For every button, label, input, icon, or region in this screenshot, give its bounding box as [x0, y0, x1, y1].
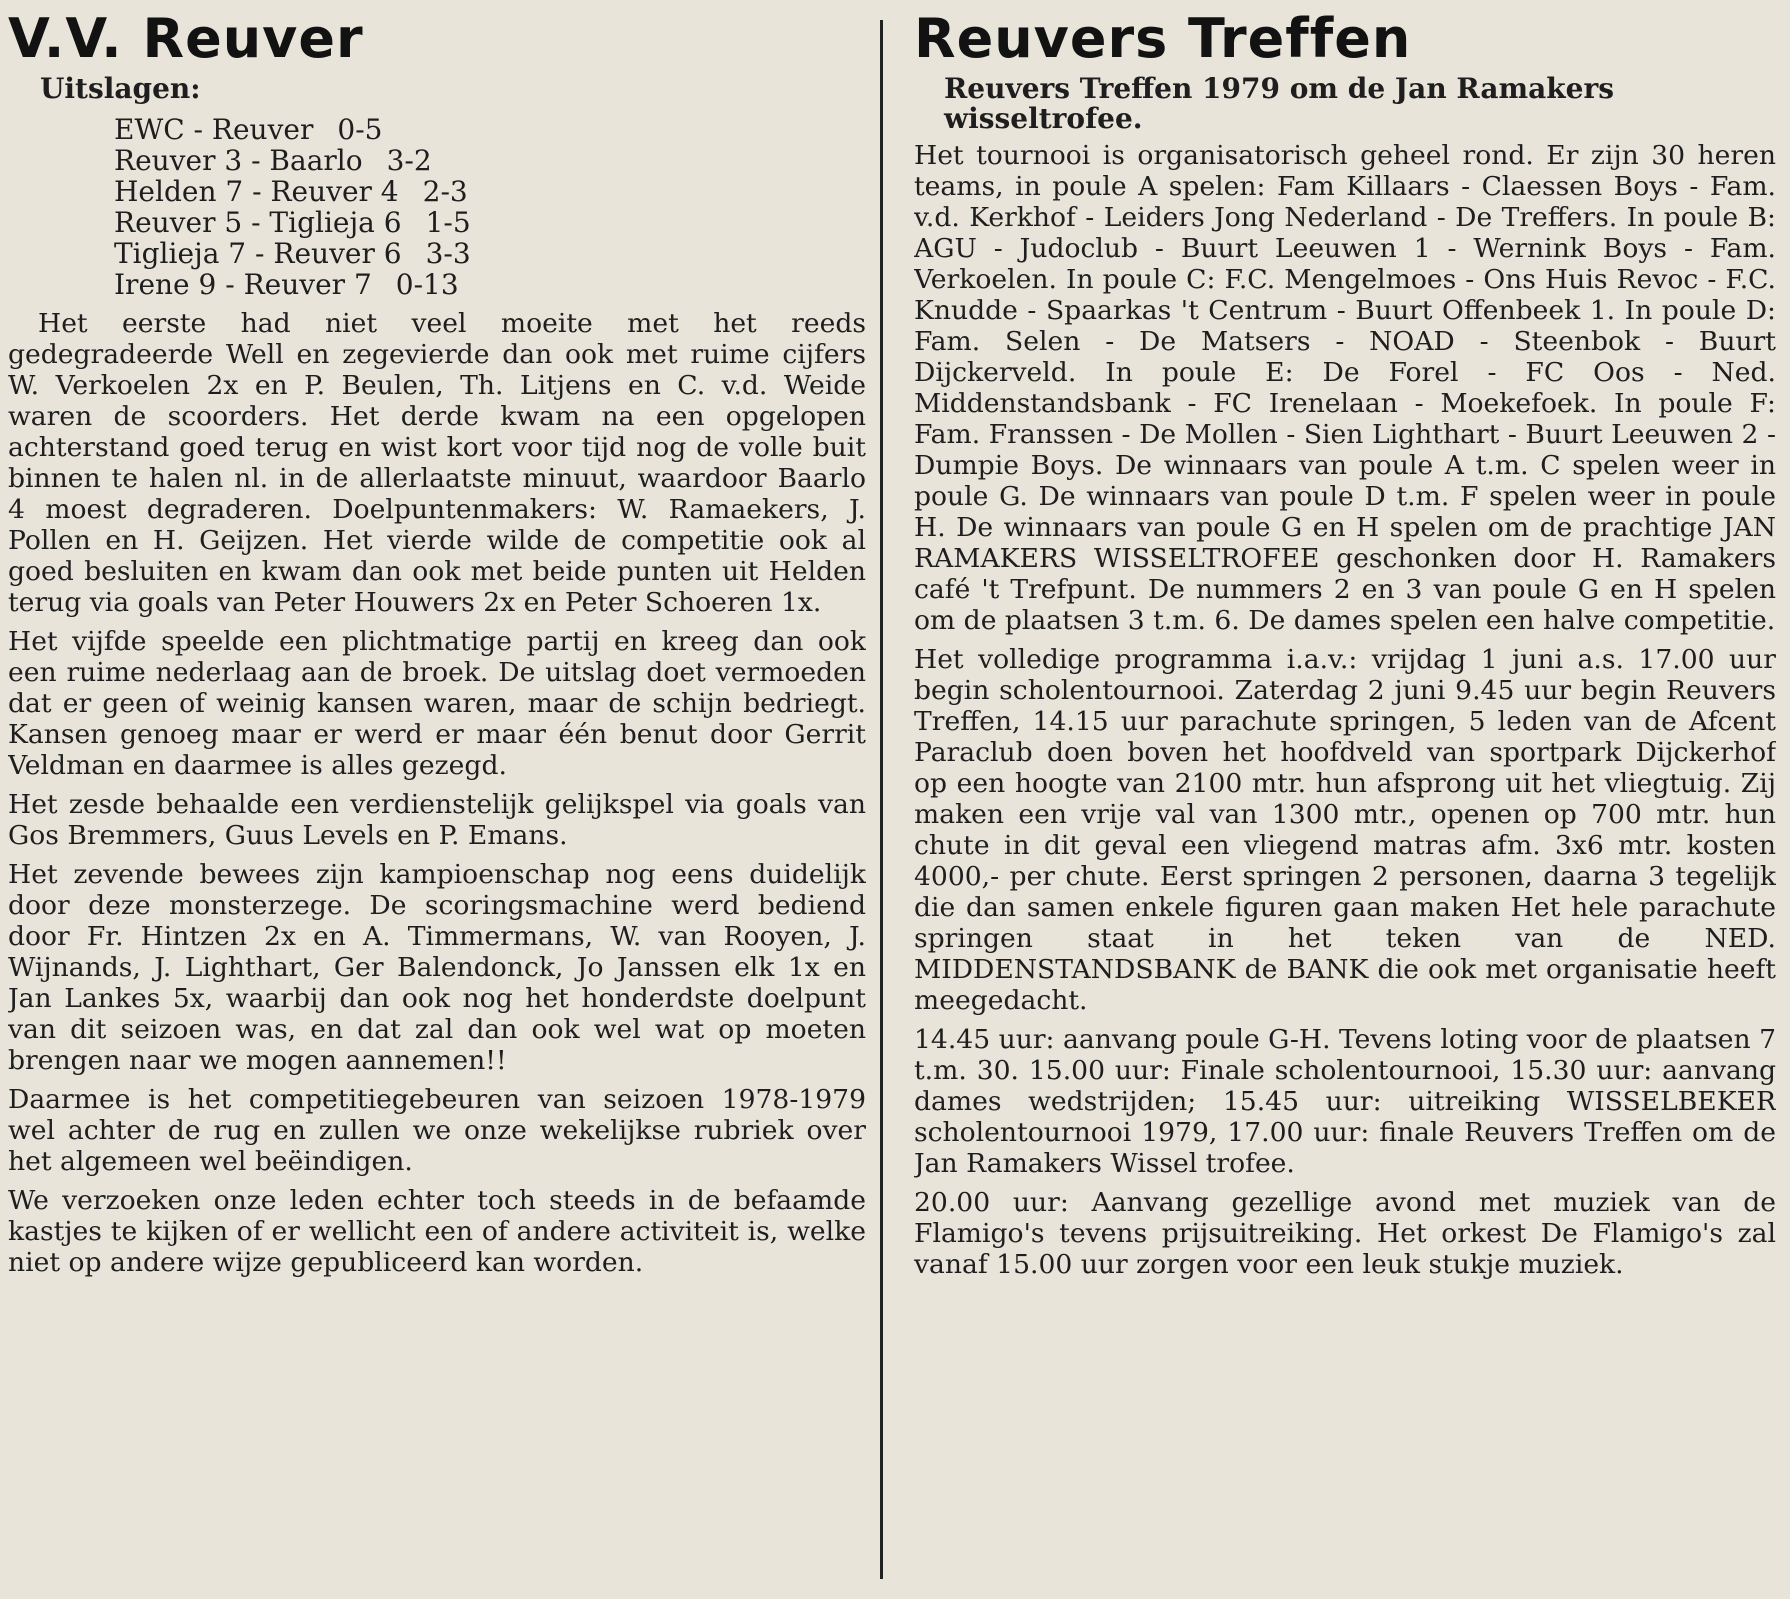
result-score: 0-5 [337, 113, 383, 146]
result-row [114, 176, 866, 207]
column-divider [880, 20, 883, 1579]
right-subtitle: Reuvers Treffen 1979 om de Jan Ramakers wisseltrofee. [944, 72, 1614, 135]
right-paragraph-4: 20.00 uur: Aanvang gezellige avond met muziek van de Flamigo's tevens prijsuitreiking. Het orkest De Flamigo's zal vanaf 15.00 uur zorgen voor een leuk stukje muziek. [914, 1187, 1776, 1280]
result-row [114, 238, 866, 269]
result-score: 0-13 [395, 268, 459, 301]
result-row [114, 269, 866, 300]
left-paragraph-5: Daarmee is het competitiegebeuren van seizoen 1978-1979 wel achter de rug en zullen we onze wekelijkse rubriek over het algemeen wel beëindigen. [8, 1084, 866, 1177]
result-match: Reuver 3 - Baarlo [114, 144, 363, 177]
left-paragraph-4: Het zevende bewees zijn kampioenschap nog eens duidelijk door deze monsterzege. De scoringsmachine werd bediend door Fr. Hintzen 2x en A. Timmermans, W. van Rooyen, J. Wijnands, J. Lighthart, Ger Balendonck, Jo Janssen elk 1x en Jan Lankes 5x, waarbij dan ook nog het honderdste doelpunt van dit seizoen was, en dat zal dan ook wel wat op moeten brengen naar we mogen aannemen!! [8, 859, 866, 1076]
right-paragraph-2: Het volledige programma i.a.v.: vrijdag 1 juni a.s. 17.00 uur begin scholentournooi. Zaterdag 2 juni 9.45 uur begin Reuvers Treffen, 14.15 uur parachute springen, 5 leden van de Afcent Paraclub doen boven het hoofdveld van sportpark Dijckerhof op een hoogte van 2100 mtr. hun afsprong uit het vliegtuig. Zij maken een vrije val van 1300 mtr., openen op 700 mtr. hun chute in dit geval een vliegend matras afm. 3x6 mtr. kosten 4000,- per chute. Eerst springen 2 personen, daarna 3 tegelijk die dan samen enkele figuren gaan maken Het hele parachute springen staat in het teken van de NED. MIDDENSTANDSBANK de BANK die ook met organisatie heeft meegedacht. [914, 644, 1776, 1016]
reuvers-treffen-column [914, 0, 1776, 1599]
result-row [114, 114, 866, 145]
result-score: 3-2 [386, 144, 432, 177]
result-match: EWC - Reuver [114, 113, 314, 146]
left-title: V.V. Reuver [8, 7, 364, 70]
right-paragraph-3: 14.45 uur: aanvang poule G-H. Tevens loting voor de plaatsen 7 t.m. 30. 15.00 uur: Finale scholentournooi, 15.30 uur: aanvang dames wedstrijden; 15.45 uur: uitreiking WISSELBEKER scholentournooi 1979, 17.00 uur: finale Reuvers Treffen om de Jan Ramakers Wissel trofee. [914, 1024, 1776, 1179]
right-title: Reuvers Treffen [914, 7, 1412, 70]
result-match: Irene 9 - Reuver 7 [114, 268, 372, 301]
results-heading: Uitslagen: [40, 72, 201, 105]
result-match: Tiglieja 7 - Reuver 6 [114, 237, 402, 270]
results-list [114, 114, 866, 300]
left-paragraph-1: Het eerste had niet veel moeite met het reeds gedegradeerde Well en zegevierde dan ook met ruime cijfers W. Verkoelen 2x en P. Beulen, Th. Litjens en C. v.d. Weide waren de scoorders. Het derde kwam na een opgelopen achterstand goed terug en wist kort voor tijd nog de volle buit binnen te halen nl. in de allerlaatste minuut, waardoor Baarlo 4 moest degraderen. Doelpuntenmakers: W. Ramaekers, J. Pollen en H. Geijzen. Het vierde wilde de competitie ook al goed besluiten en kwam dan ook met beide punten uit Helden terug via goals van Peter Houwers 2x en Peter Schoeren 1x. [8, 308, 866, 618]
left-paragraph-6: We verzoeken onze leden echter toch steeds in de befaamde kastjes te kijken of er wellicht een of andere activiteit is, welke niet op andere wijze gepubliceerd kan worden. [8, 1185, 866, 1278]
result-match: Reuver 5 - Tiglieja 6 [114, 206, 402, 239]
result-row [114, 145, 866, 176]
left-paragraph-2: Het vijfde speelde een plichtmatige partij en kreeg dan ook een ruime nederlaag aan de broek. De uitslag doet vermoeden dat er geen of weinig kansen waren, maar de schijn bedriegt. Kansen genoeg maar er werd er maar één benut door Gerrit Veldman en daarmee is alles gezegd. [8, 626, 866, 781]
result-score: 2-3 [422, 175, 468, 208]
result-match: Helden 7 - Reuver 4 [114, 175, 399, 208]
vv-reuver-column [8, 0, 866, 1599]
result-score: 1-5 [425, 206, 471, 239]
right-paragraph-1: Het tournooi is organisatorisch geheel rond. Er zijn 30 heren teams, in poule A spelen: Fam Killaars - Claessen Boys - Fam. v.d. Kerkhof - Leiders Jong Nederland - De Treffers. In poule B: AGU - Judoclub - Buurt Leeuwen 1 - Wernink Boys - Fam. Verkoelen. In poule C: F.C. Mengelmoes - Ons Huis Revoc - F.C. Knudde - Spaarkas 't Centrum - Buurt Offenbeek 1. In poule D: Fam. Selen - De Matsers - NOAD - Steenbok - Buurt Dijckerveld. In poule E: De Forel - FC Oos - Ned. Middenstandsbank - FC Irenelaan - Moekefoek. In poule F: Fam. Franssen - De Mollen - Sien Lighthart - Buurt Leeuwen 2 - Dumpie Boys. De winnaars van poule A t.m. C spelen weer in poule G. De winnaars van poule D t.m. F spelen weer in poule H. De winnaars van poule G en H spelen om de prachtige JAN RAMAKERS WISSELTROFEE geschonken door H. Ramakers café 't Trefpunt. De nummers 2 en 3 van poule G en H spelen om de plaatsen 3 t.m. 6. De dames spelen een halve competitie. [914, 140, 1776, 636]
result-score: 3-3 [425, 237, 471, 270]
result-row [114, 207, 866, 238]
left-paragraph-3: Het zesde behaalde een verdienstelijk gelijkspel via goals van Gos Bremmers, Guus Levels en P. Emans. [8, 789, 866, 851]
